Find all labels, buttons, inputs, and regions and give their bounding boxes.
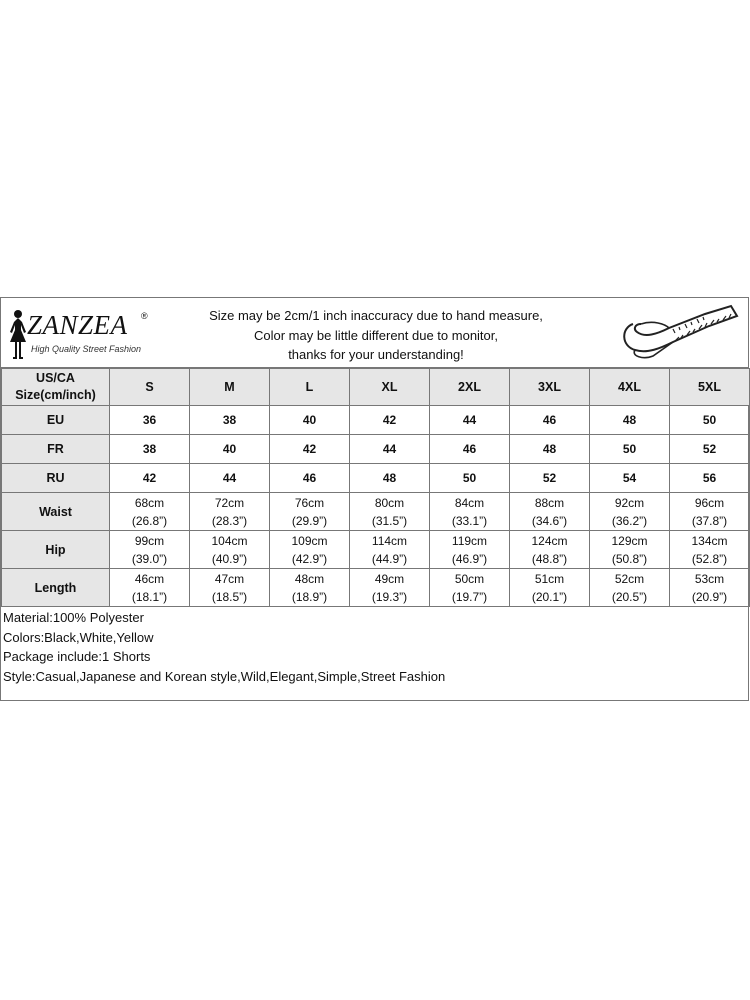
table-cell [670, 531, 750, 569]
inch-value: (26.8”) [131, 513, 168, 528]
table-cell: 52 [670, 435, 750, 464]
size-header: 2XL [430, 369, 510, 406]
inch-value: (29.9”) [291, 513, 328, 528]
table-cell [190, 569, 270, 607]
cm-value: 53cm [694, 571, 725, 586]
brand-logo [7, 306, 157, 362]
chart-header [1, 298, 748, 368]
inch-value: (52.8”) [691, 551, 728, 566]
table-cell [590, 569, 670, 607]
table-row [2, 493, 750, 531]
row-label: Waist [2, 493, 110, 531]
size-header-row [2, 369, 750, 406]
table-cell: 42 [110, 464, 190, 493]
inch-value: (42.9”) [291, 551, 328, 566]
size-header: 4XL [590, 369, 670, 406]
cm-value: 104cm [211, 533, 248, 548]
row-label: EU [2, 406, 110, 435]
table-cell [270, 493, 350, 531]
inch-value: (39.0”) [131, 551, 168, 566]
inch-value: (33.1”) [451, 513, 488, 528]
inch-value: (19.7”) [451, 589, 488, 604]
table-cell: 48 [510, 435, 590, 464]
inch-value: (20.1”) [531, 589, 568, 604]
inch-value: (50.8”) [611, 551, 648, 566]
table-cell [350, 493, 430, 531]
cm-value: 134cm [691, 533, 728, 548]
table-cell [670, 569, 750, 607]
row-label: FR [2, 435, 110, 464]
notice-line: thanks for your understanding! [288, 347, 464, 362]
table-row [2, 435, 750, 464]
cm-value: 129cm [611, 533, 648, 548]
cm-value: 68cm [134, 495, 165, 510]
table-row [2, 569, 750, 607]
size-header: M [190, 369, 270, 406]
inch-value: (40.9”) [211, 551, 248, 566]
inch-value: (36.2”) [611, 513, 648, 528]
corner-label-unit: Size(cm/inch) [15, 388, 96, 402]
cm-value: 76cm [294, 495, 325, 510]
size-header: 3XL [510, 369, 590, 406]
table-cell: 50 [430, 464, 510, 493]
table-cell: 46 [270, 464, 350, 493]
table-row [2, 531, 750, 569]
cm-value: 80cm [374, 495, 405, 510]
table-cell: 54 [590, 464, 670, 493]
table-cell [430, 569, 510, 607]
table-cell [190, 493, 270, 531]
inch-value: (18.1”) [131, 589, 168, 604]
table-cell [350, 569, 430, 607]
table-cell [270, 569, 350, 607]
cm-value: 124cm [531, 533, 568, 548]
inch-value: (37.8”) [691, 513, 728, 528]
table-cell [110, 531, 190, 569]
table-cell: 46 [510, 406, 590, 435]
table-cell: 36 [110, 406, 190, 435]
table-cell [670, 493, 750, 531]
table-cell [430, 493, 510, 531]
cm-value: 52cm [614, 571, 645, 586]
table-cell: 38 [110, 435, 190, 464]
table-cell: 48 [350, 464, 430, 493]
material-note: Material:100% Polyester [3, 610, 144, 625]
woman-silhouette-icon [7, 308, 29, 362]
row-label: Hip [2, 531, 110, 569]
inch-value: (19.3”) [371, 589, 408, 604]
table-cell: 50 [670, 406, 750, 435]
cm-value: 99cm [134, 533, 165, 548]
size-header: XL [350, 369, 430, 406]
cm-value: 48cm [294, 571, 325, 586]
brand-tagline: High Quality Street Fashion [31, 344, 142, 354]
inch-value: (31.5”) [371, 513, 408, 528]
table-cell: 48 [590, 406, 670, 435]
cm-value: 51cm [534, 571, 565, 586]
cm-value: 109cm [291, 533, 328, 548]
brand-name: ZANZEA [27, 310, 128, 340]
row-label: RU [2, 464, 110, 493]
inch-value: (18.9”) [291, 589, 328, 604]
notice-line: Size may be 2cm/1 inch inaccuracy due to hand measure, [209, 308, 543, 323]
row-label: Length [2, 569, 110, 607]
table-cell: 44 [190, 464, 270, 493]
table-row [2, 406, 750, 435]
colors-note: Colors:Black,White,Yellow [3, 629, 154, 645]
size-chart-sheet [0, 297, 749, 701]
cm-value: 47cm [214, 571, 245, 586]
corner-cell [2, 369, 110, 406]
table-cell: 38 [190, 406, 270, 435]
cm-value: 88cm [534, 495, 565, 510]
table-cell: 44 [430, 406, 510, 435]
size-table [1, 368, 750, 607]
table-cell: 50 [590, 435, 670, 464]
inch-value: (46.9”) [451, 551, 488, 566]
table-cell [110, 493, 190, 531]
inch-value: (44.9”) [371, 551, 408, 566]
table-cell [110, 569, 190, 607]
measuring-tape-icon [613, 302, 743, 364]
inch-value: (48.8”) [531, 551, 568, 566]
cm-value: 119cm [451, 533, 488, 548]
table-row [2, 464, 750, 493]
cm-value: 72cm [214, 495, 245, 510]
cm-value: 49cm [374, 571, 405, 586]
table-cell: 56 [670, 464, 750, 493]
style-note: Style:Casual,Japanese and Korean style,Wild,Elegant,Simple,Street Fashion [3, 668, 446, 684]
cm-value: 50cm [454, 571, 485, 586]
table-cell: 40 [190, 435, 270, 464]
table-cell [590, 493, 670, 531]
table-cell [590, 531, 670, 569]
table-cell [190, 531, 270, 569]
table-cell: 42 [270, 435, 350, 464]
cm-value: 84cm [454, 495, 485, 510]
inch-value: (20.9”) [691, 589, 728, 604]
corner-label-region: US/CA [36, 371, 75, 385]
package-note: Package include:1 Shorts [3, 649, 151, 664]
table-cell: 40 [270, 406, 350, 435]
inch-value: (34.6”) [531, 513, 568, 528]
table-cell [510, 493, 590, 531]
measurement-notice [171, 306, 581, 365]
table-cell [350, 531, 430, 569]
size-header: L [270, 369, 350, 406]
registered-mark: ® [141, 311, 148, 321]
cm-value: 96cm [694, 495, 725, 510]
table-cell: 44 [350, 435, 430, 464]
product-notes [3, 608, 445, 686]
table-cell [430, 531, 510, 569]
inch-value: (28.3”) [211, 513, 248, 528]
table-cell [510, 569, 590, 607]
inch-value: (18.5”) [211, 589, 248, 604]
table-cell: 52 [510, 464, 590, 493]
cm-value: 46cm [134, 571, 165, 586]
cm-value: 92cm [614, 495, 645, 510]
inch-value: (20.5”) [611, 589, 648, 604]
cm-value: 114cm [371, 533, 408, 548]
table-cell: 46 [430, 435, 510, 464]
table-cell [510, 531, 590, 569]
size-header: S [110, 369, 190, 406]
table-cell: 42 [350, 406, 430, 435]
size-header: 5XL [670, 369, 750, 406]
notice-line: Color may be little different due to monitor, [254, 327, 498, 343]
table-cell [270, 531, 350, 569]
